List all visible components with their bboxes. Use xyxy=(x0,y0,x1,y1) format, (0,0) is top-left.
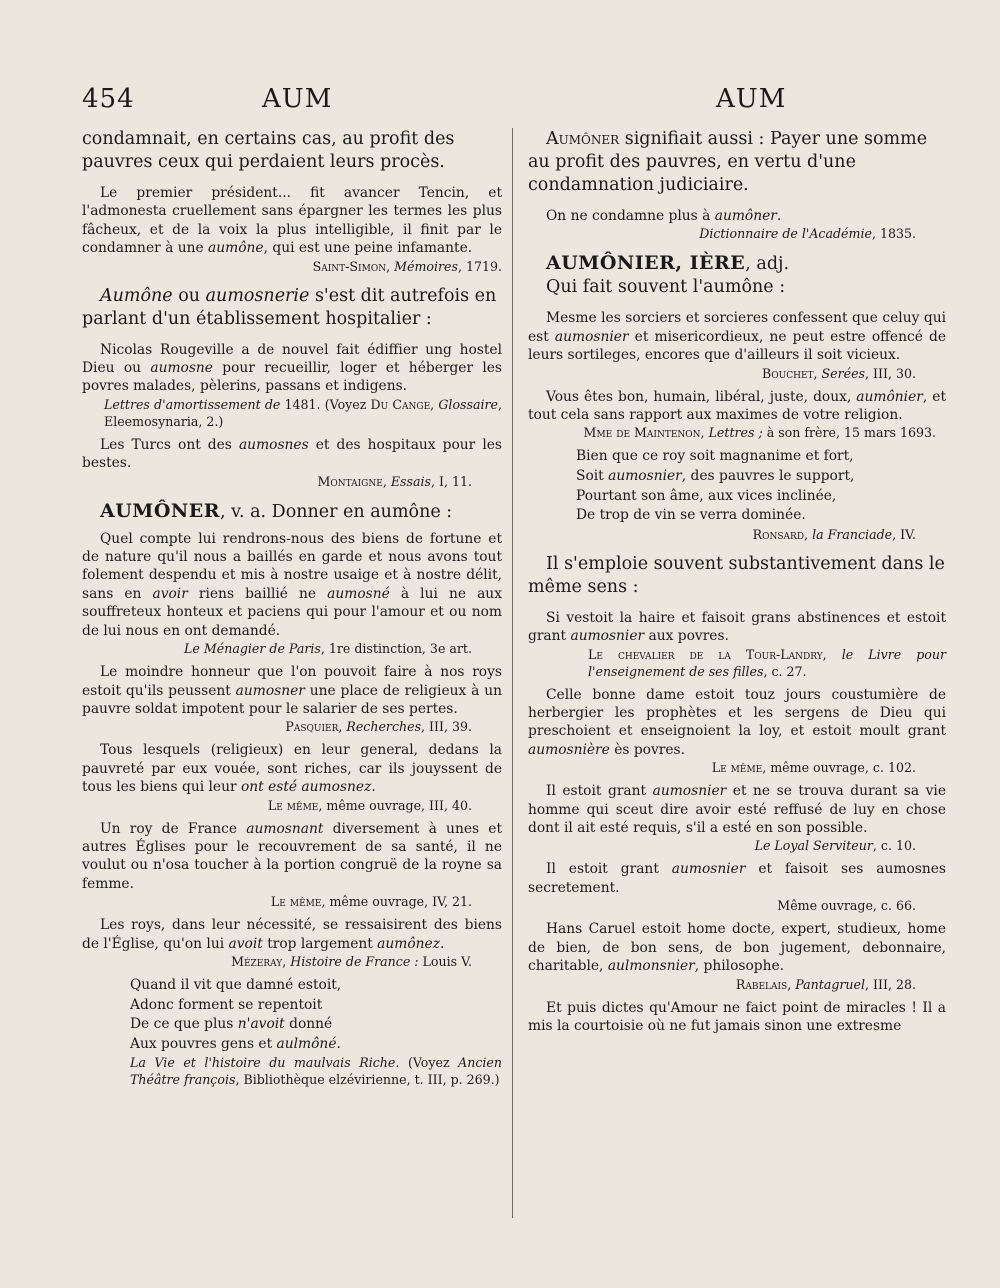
citation: Mme de Maintenon, Lettres ; à son frère, 15 mars 1693. xyxy=(583,425,936,441)
quote: Il estoit grant aumosnier et ne se trouva durant sa vie homme qui sceut dire avoir esté reffusé de luy en chose dont il ait esté requis, s'il a esté en son possible. xyxy=(528,783,946,837)
citation: Lettres d'amortissement de 1481. (Voyez Du Cange, Glossaire, Eleemosynaria, 2.) xyxy=(104,396,502,429)
verse-line: De trop de vin se verra dominée. xyxy=(576,507,806,524)
citation: Ronsard, la Franciade, IV. xyxy=(752,526,916,542)
paragraph: condamnait, en certains cas, au profit des pauvres ceux qui perdaient leurs procès. xyxy=(82,129,455,172)
right-column xyxy=(528,128,946,1035)
citation: La Vie et l'histoire du maulvais Riche. (Voyez Ancien Théâtre françois, Bibliothèque elzévirienne, t. III, p. 269.) xyxy=(130,1055,502,1088)
verse-line: Quand il vit que damné estoit, xyxy=(130,976,342,993)
quote: Hans Caruel estoit home docte, expert, studieux, home de bien, de bon sens, de bon jugement, debonnaire, charitable, aulmonsnier, philosophe. xyxy=(528,921,946,975)
column-rule xyxy=(512,128,513,1218)
page-number: 454 xyxy=(82,84,135,114)
citation: Le même, même ouvrage, III, 40. xyxy=(267,797,472,813)
verse-line: Aux pouvres gens et aulmôné. xyxy=(130,1035,341,1052)
citation: Pasquier, Recherches, III, 39. xyxy=(285,719,472,735)
headword: AUMÔNER xyxy=(100,499,221,522)
quote: Quel compte lui rendrons-nous des biens de fortune et de nature qu'il nous a baillés en garde et nous avons tout folement despendu et mis à nostre usaige et à nostre délit, sans en avoir riens baillié ne aumosné à lui ne aux souffreteux honteux et paciens qui pour l'amour et ou nom de lui nous en ont demandé. xyxy=(82,530,502,639)
citation: Montaigne, Essais, I, 11. xyxy=(317,473,472,489)
paragraph: Aumône ou aumosnerie s'est dit autrefois en parlant d'un établissement hospitalier : xyxy=(82,285,497,329)
citation: Mézeray, Histoire de France : Louis V. xyxy=(231,953,472,969)
quote: Tous lesquels (religieux) en leur general, dedans la pauvreté par eux vouée, sont riches, car ils jouyssent de tous les biens qui leur ont esté aumosnez. xyxy=(82,742,502,796)
paragraph: Aumôner signifiait aussi : Payer une somme au profit des pauvres, en vertu d'une condamnation judiciaire. xyxy=(528,129,928,195)
paragraph: Qui fait souvent l'aumône : xyxy=(546,277,786,298)
citation: Le Ménagier de Paris, 1re distinction, 3e art. xyxy=(184,641,472,657)
quote: Le moindre honneur que l'on pouvoit faire à nos roys estoit qu'ils peussent aumosner une place de religieux à un pauvre soldat impotent pour le salarier de ses pertes. xyxy=(82,664,502,717)
quote: Celle bonne dame estoit touz jours coustumière de herbergier les prophètes et les sergens de Dieu qui preschoient et enseignoient la loy, et estoit moult grant aumosnière ès povres. xyxy=(528,686,946,758)
running-head-left: AUM xyxy=(262,84,333,114)
quote: On ne condamne plus à aumôner. xyxy=(546,208,782,224)
citation: Le Loyal Serviteur, c. 10. xyxy=(754,838,916,854)
verse-line: Pourtant son âme, aux vices inclinée, xyxy=(576,487,837,504)
quote: Mesme les sorciers et sorcieres confessent que celuy qui est aumosnier et misericordieux, ne peut estre offencé de leurs sortileges, encores que d'ailleurs il soit vicieux. xyxy=(528,310,946,364)
verse-line: Bien que ce roy soit magnanime et fort, xyxy=(576,448,854,465)
citation: Le chevalier de la Tour-Landry, le Livre pour l'enseignement de ses filles, c. 27. xyxy=(588,646,946,679)
quote: Nicolas Rougeville a de nouvel fait édiffier ung hostel Dieu ou aumosne pour recueillir, loger et héberger les povres malades, pèlerins, passans et indigens. xyxy=(82,341,503,395)
headword-entry: AUMÔNIER, IÈRE, adj. xyxy=(546,252,790,275)
quote: Un roy de France aumosnant diversement à unes et autres Églises pour le recouvrement de sa santé, il ne voulut ou n'osa toucher à la portion congruë de la royne sa femme. xyxy=(82,820,503,892)
quote: Les roys, dans leur nécessité, se ressaisirent des biens de l'Église, qu'on lui avoit trop largement aumônez. xyxy=(82,917,502,952)
quote: Le premier président... fit avancer Tencin, et l'admonesta cruellement sans épargner les termes les plus fâcheux, et de la voix la plus intelligible, il finit par le condamner à une aumône, qui est une peine infamante. xyxy=(82,185,502,257)
citation: Dictionnaire de l'Académie, 1835. xyxy=(699,226,916,242)
quote: Et puis dictes qu'Amour ne faict point de miracles ! Il a mis la courtoisie où ne fut jamais sinon une extresme xyxy=(528,999,946,1034)
headword-entry: AUMÔNER, v. a. Donner en aumône : xyxy=(100,499,453,522)
verse-line: De ce que plus n'avoit donné xyxy=(130,1016,333,1033)
quote: Les Turcs ont des aumosnes et des hospitaux pour les bestes. xyxy=(82,436,502,472)
quote: Il estoit grant aumosnier et faisoit ses aumosnes secretement. xyxy=(528,861,946,896)
verse-line: Adonc forment se repentoit xyxy=(130,996,323,1013)
citation: Même ouvrage, c. 66. xyxy=(777,898,916,914)
quote: Si vestoit la haire et faisoit grans abstinences et estoit grant aumosnier aux povres. xyxy=(528,609,946,645)
citation: Rabelais, Pantagruel, III, 28. xyxy=(735,976,916,992)
paragraph: Il s'emploie souvent substantivement dans le même sens : xyxy=(528,553,945,597)
headword: AUMÔNIER, IÈRE xyxy=(546,252,746,275)
quote: Vous êtes bon, humain, libéral, juste, doux, aumônier, et tout cela sans rapport aux maximes de votre religion. xyxy=(528,388,946,424)
running-head-right: AUM xyxy=(716,84,787,114)
citation: Saint-Simon, Mémoires, 1719. xyxy=(312,258,502,274)
verse-line: Soit aumosnier, des pauvres le support, xyxy=(576,468,855,485)
citation: Le même, même ouvrage, IV, 21. xyxy=(270,894,472,910)
citation: Bouchet, Serées, III, 30. xyxy=(762,365,916,381)
citation: Le même, même ouvrage, c. 102. xyxy=(711,760,916,776)
left-column xyxy=(82,128,502,1088)
